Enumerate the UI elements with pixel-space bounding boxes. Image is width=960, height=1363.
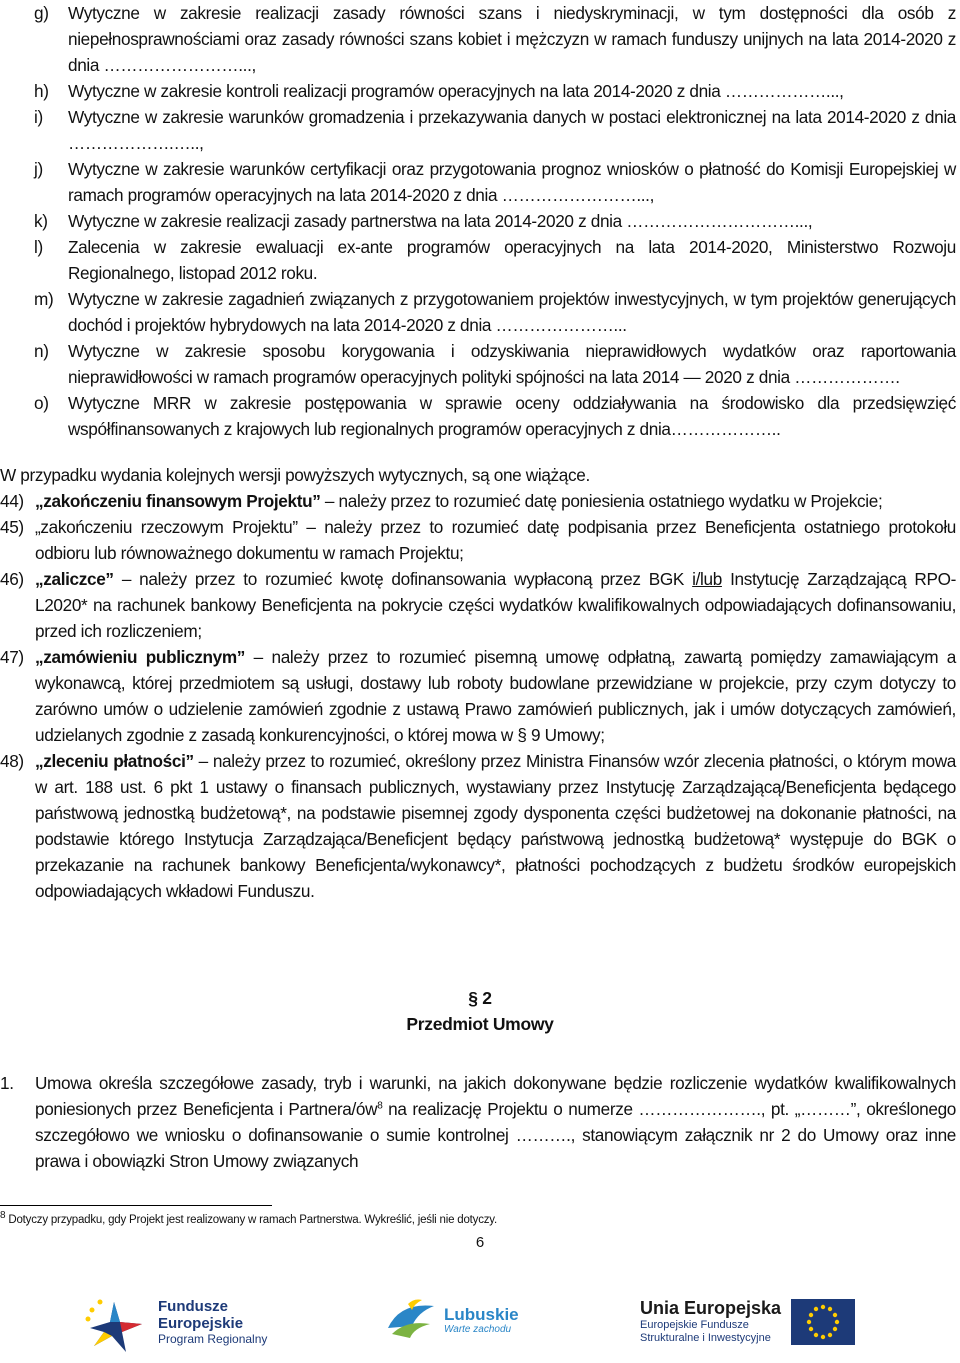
lubuskie-name: Lubuskie xyxy=(444,1304,519,1324)
item-letter: g) xyxy=(34,3,49,23)
defined-term: „zamówieniu publicznym” xyxy=(35,647,246,667)
item-text: Wytyczne w zakresie realizacji zasady partnerstwa na lata 2014-2020 z dnia …………………………..., xyxy=(68,211,813,231)
item-letter: m) xyxy=(34,289,54,309)
definition-text: „zleceniu płatności” – należy przez to rozumieć, określony przez Ministra Finansów wzór zlecenia płatności, o którym mowa w art. 188 ust. 6 pkt 1 ustawy o finansach publicznych, wystawiany przez Instytucję Zarządzającą/Beneficjenta będącego państwową jednostką budżetową*, na podstawie pisemnej zgody dysponenta części budżetowej na dokonanie płatności, na podstawie którego Instytucja Zarządzająca/Beneficjent będący państwową jednostką budżetową* występuje do BGK o przekazanie na rachunek bankowy Beneficjenta/wykonawcy*, płatności pochodzących z budżetu środków europejskich odpowiadających wkładowi Funduszu. xyxy=(35,751,957,901)
item-text: Wytyczne w zakresie zagadnień związanych z przygotowaniem projektów inwestycyjnych, w tym projektów generujących dochód i projektów hybrydowych na lata 2014-2020 z dnia …………………... xyxy=(68,289,956,335)
definition-text: „zamówieniu publicznym” – należy przez to rozumieć pisemną umowę odpłatną, zawartą pomiędzy zamawiającym a wykonawcą, której przedmiotem są usługi, dostawy lub roboty budowlane przewidziane w projekcie, przy czym dotyczy to zarówno umów o udzielenie zamówień zgodnie z ustawą Prawo zamówień publicznych, jak i umów dotyczących zamówień, udzielanych zgodnie z zasadą konkurencyjności, o której mowa w § 9 Umowy; xyxy=(35,647,956,745)
fundusze-europejskie-logo xyxy=(80,1288,267,1356)
lubuskie-logo xyxy=(384,1298,519,1342)
defined-term: „zakończeniu rzeczowym Projektu” xyxy=(35,517,298,537)
item-letter: k) xyxy=(34,211,48,231)
list-item xyxy=(0,1070,956,1174)
footnote xyxy=(0,1210,497,1227)
definition-item xyxy=(0,566,956,644)
item-letter: n) xyxy=(34,341,49,361)
ue-title: Unia Europejska xyxy=(640,1298,782,1318)
item-text: Wytyczne w zakresie warunków gromadzenia i przekazywania danych w postaci elektronicznej na lata 2014-2020 z dnia ……………….….., xyxy=(68,107,956,153)
guideline-item xyxy=(0,0,956,78)
footnote-separator xyxy=(0,1205,272,1206)
item-letter: i) xyxy=(34,107,43,127)
item-text: Wytyczne w zakresie kontroli realizacji programów operacyjnych na lata 2014-2020 z dnia ………………..., xyxy=(68,81,844,101)
item-letter: h) xyxy=(34,81,49,101)
guideline-item xyxy=(0,78,956,104)
definition-item xyxy=(0,488,956,514)
section-body-list xyxy=(0,1070,956,1174)
item-letter: l) xyxy=(34,237,43,257)
item-text: Wytyczne w zakresie warunków certyfikacji oraz przygotowania prognoz wniosków o płatność do Komisji Europejskiej w ramach programów operacyjnych na lata 2014-2020 z dnia ……………………..., xyxy=(68,159,956,205)
eu-flag-icon xyxy=(791,1299,855,1345)
unia-europejska-logo xyxy=(640,1298,855,1345)
definition-number: 48) xyxy=(0,751,24,771)
binding-versions-note: W przypadku wydania kolejnych wersji powyższych wytycznych, są one wiążące. xyxy=(0,465,590,485)
item-text: Umowa określa szczegółowe zasady, tryb i warunki, na jakich dokonywane będzie rozliczenie wydatków kwalifikowalnych poniesionych przez Beneficjenta i Partnera/ów$^8$ na realizację Projektu o numerze …………………., pt. „………”, określonego szczegółowo we wniosku o dofinansowanie o sumie kontrolnej ………., stanowiącym załącznik nr 2 do Umowy oraz inne prawa i obowiązki Stron Umowy związanych xyxy=(35,1073,956,1171)
guideline-item xyxy=(0,390,956,442)
item-letter: j) xyxy=(34,159,43,179)
item-text: Wytyczne MRR w zakresie postępowania w sprawie oceny oddziaływania na środowisko dla przedsięwzięć współfinansowanych z krajowych lub regionalnych programów operacyjnych z dnia……………….. xyxy=(68,393,956,439)
definitions-list xyxy=(0,488,956,904)
definition-number: 44) xyxy=(0,491,24,511)
lubuskie-emblem-icon xyxy=(384,1298,438,1342)
definition-text: „zaliczce” – należy przez to rozumieć kwotę dofinansowania wypłaconą przez BGK i/lub Instytucję Zarządzającą RPO-L2020* na rachunek bankowy Beneficjenta na pokrycie części wydatków kwalifikowalnych odpowiadających dofinansowaniu, przed ich rozliczeniem; xyxy=(35,569,956,641)
footnote-reference: 8 xyxy=(377,1100,383,1112)
defined-term: „zleceniu płatności” xyxy=(35,751,194,771)
definition-number: 46) xyxy=(0,569,24,589)
fe-line3: Program Regionalny xyxy=(158,1331,268,1346)
definition-number: 45) xyxy=(0,517,24,537)
guideline-item xyxy=(0,338,956,390)
logo-bar xyxy=(0,1280,960,1363)
definition-item xyxy=(0,748,956,904)
guideline-item xyxy=(0,208,956,234)
guideline-item xyxy=(0,286,956,338)
guideline-item xyxy=(0,104,956,156)
item-letter: o) xyxy=(34,393,49,413)
lubuskie-tagline: Warte zachodu xyxy=(444,1323,512,1335)
footnote-number: 8 xyxy=(0,1210,6,1222)
definition-item xyxy=(0,644,956,748)
footnote-text: Dotyczy przypadku, gdy Projekt jest realizowany w ramach Partnerstwa. Wykreślić, jeśli nie dotyczy. xyxy=(8,1214,497,1226)
underlined-text: i/lub xyxy=(692,569,722,589)
fe-line2: Europejskie xyxy=(158,1314,244,1332)
section-title: Przedmiot Umowy xyxy=(406,1014,554,1034)
guidelines-sublist xyxy=(0,0,956,442)
definition-text: „zakończeniu rzeczowym Projektu” – należy przez to rozumieć datę podpisania przez Beneficjenta ostatniego protokołu odbioru lub równoważnego dokumentu w ramach Projektu; xyxy=(35,517,956,563)
ue-sub2: Strukturalne i Inwestycyjne xyxy=(640,1332,771,1344)
guideline-item xyxy=(0,156,956,208)
ue-sub1: Europejskie Fundusze xyxy=(640,1319,749,1331)
item-text: Zalecenia w zakresie ewaluacji ex-ante programów operacyjnych na lata 2014-2020, Ministerstwo Rozwoju Regionalnego, listopad 2012 roku. xyxy=(68,237,956,283)
definition-item xyxy=(0,514,956,566)
page-number: 6 xyxy=(475,1234,485,1251)
defined-term: „zaliczce” xyxy=(35,569,114,589)
item-number: 1. xyxy=(0,1073,14,1093)
defined-term: „zakończeniu finansowym Projektu” xyxy=(35,491,321,511)
item-text: Wytyczne w zakresie realizacji zasady równości szans i niedyskryminacji, w tym dostępności dla osób z niepełnosprawnościami oraz zasady równości szans kobiet i mężczyzn w ramach funduszy unijnych na lata 2014-2020 z dnia ……………………..., xyxy=(68,3,956,75)
definition-number: 47) xyxy=(0,647,24,667)
item-text: Wytyczne w zakresie sposobu korygowania i odzyskiwania nieprawidłowych wydatków oraz raportowania nieprawidłowości w ramach programów operacyjnych polityki spójności na lata 2014 — 2020 z dnia ………………. xyxy=(68,341,956,387)
definition-text: „zakończeniu finansowym Projektu” – należy przez to rozumieć datę poniesienia ostatniego wydatku w Projekcie; xyxy=(35,491,883,511)
guideline-item xyxy=(0,234,956,286)
section-number: § 2 xyxy=(468,988,492,1008)
fe-line1: Fundusze xyxy=(158,1297,228,1315)
fe-star-icon xyxy=(80,1288,150,1356)
